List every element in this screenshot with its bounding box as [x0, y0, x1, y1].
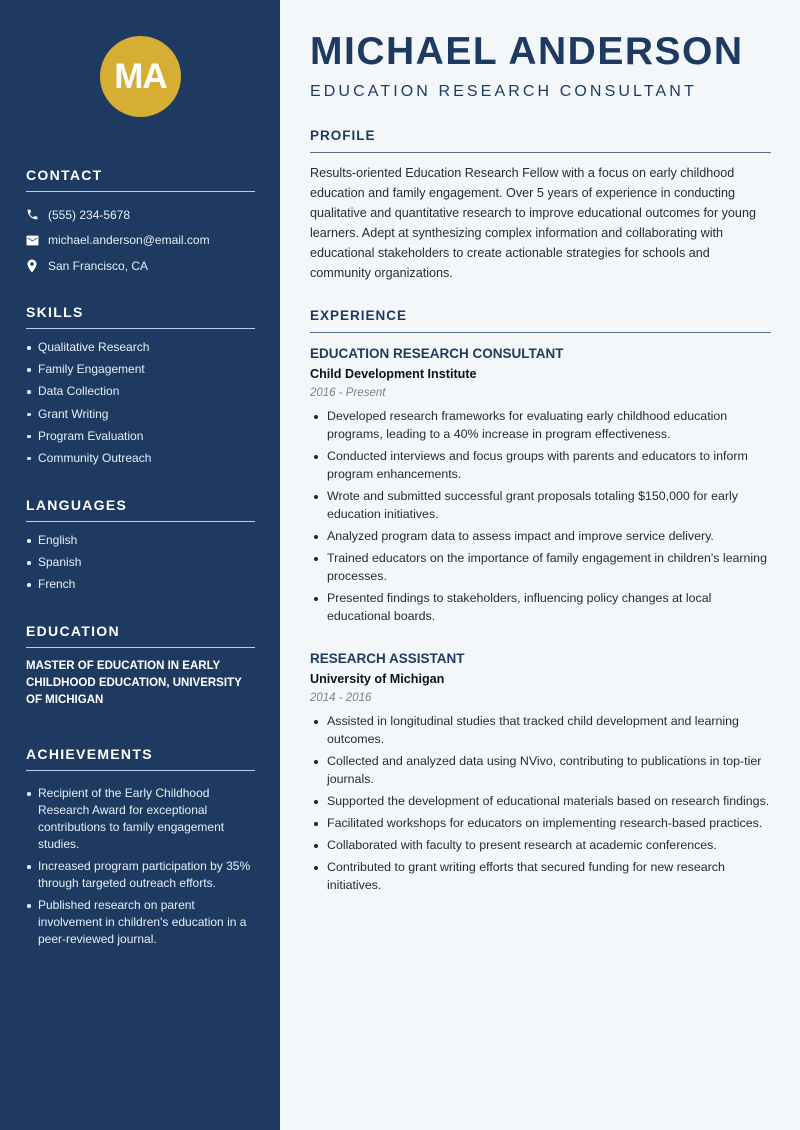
candidate-name: MICHAEL ANDERSON: [310, 30, 744, 73]
location-text: San Francisco, CA: [48, 258, 149, 273]
email-text[interactable]: michael.anderson@email.com: [48, 233, 210, 248]
languages-heading: LANGUAGES: [26, 497, 255, 522]
sidebar: [0, 0, 280, 1130]
job-bullets: [310, 712, 771, 894]
contact-section: [26, 167, 255, 279]
languages-list: [26, 532, 255, 593]
skills-list: [26, 339, 255, 467]
job-bullet: Presented findings to stakeholders, influencing policy changes at local educational boards.: [310, 589, 771, 625]
skill-item: Grant Writing: [26, 406, 255, 423]
job-bullet: Trained educators on the importance of family engagement in children's learning processes.: [310, 549, 771, 585]
skill-item: Qualitative Research: [26, 339, 255, 356]
skills-section: [26, 304, 255, 472]
contact-phone: [26, 202, 255, 228]
job-bullet: Assisted in longitudinal studies that tracked child development and learning outcomes.: [310, 712, 771, 748]
job-title: EDUCATION RESEARCH CONSULTANT: [310, 346, 564, 361]
contact-email: [26, 228, 255, 254]
skill-item: Community Outreach: [26, 450, 255, 467]
job-bullet: Collected and analyzed data using NVivo, contributing to publications in top-tier journals.: [310, 752, 771, 788]
job-dates: 2014 - 2016: [310, 692, 372, 704]
achievement-item: Recipient of the Early Childhood Research Award for exceptional contributions to family engagement studies.: [26, 785, 255, 853]
job-entry: [310, 346, 771, 629]
skills-heading: SKILLS: [26, 304, 255, 329]
education-section: [26, 623, 255, 709]
job-entry: [310, 651, 771, 898]
job-bullet: Conducted interviews and focus groups with parents and educators to inform program enhancements.: [310, 447, 771, 483]
skill-item: Data Collection: [26, 383, 255, 400]
phone-text[interactable]: (555) 234-5678: [48, 207, 131, 222]
skill-item: Family Engagement: [26, 361, 255, 378]
education-degree: MASTER OF EDUCATION IN EARLY CHILDHOOD EDUCATION, UNIVERSITY OF MICHIGAN: [26, 660, 242, 706]
job-bullet: Contributed to grant writing efforts that secured funding for new research initiatives.: [310, 858, 771, 894]
job-title: RESEARCH ASSISTANT: [310, 651, 465, 666]
job-bullets: [310, 407, 771, 625]
email-icon: [26, 235, 48, 246]
job-bullet: Facilitated workshops for educators on implementing research-based practices.: [310, 814, 771, 832]
job-bullet: Developed research frameworks for evaluating early childhood education programs, leading to a 40% increase in program effectiveness.: [310, 407, 771, 443]
achievement-item: Increased program participation by 35% through targeted outreach efforts.: [26, 858, 255, 892]
job-bullet: Analyzed program data to assess impact and improve service delivery.: [310, 527, 771, 545]
profile-text: Results-oriented Education Research Fellow with a focus on early childhood education and family engagement. Over 5 years of experience in conducting qualitative and quantitative research to improve educational outcomes for young learners. Adept at synthesizing complex information and collaborating with educational stakeholders to create actionable strategies for schools and community organizations.: [310, 166, 756, 280]
language-item: English: [26, 532, 255, 549]
job-bullet: Supported the development of educational materials based on research findings.: [310, 792, 771, 810]
achievements-list: [26, 785, 255, 948]
experience-heading: EXPERIENCE: [310, 308, 771, 333]
candidate-title: EDUCATION RESEARCH CONSULTANT: [310, 83, 697, 100]
education-heading: EDUCATION: [26, 623, 255, 648]
job-company: University of Michigan: [310, 672, 445, 686]
contact-heading: CONTACT: [26, 167, 255, 192]
avatar-initials: MA: [114, 56, 167, 96]
achievements-heading: ACHIEVEMENTS: [26, 746, 255, 771]
language-item: Spanish: [26, 554, 255, 571]
job-company: Child Development Institute: [310, 367, 477, 381]
achievement-item: Published research on parent involvement in children's education in a peer-reviewed journal.: [26, 897, 255, 948]
job-bullet: Collaborated with faculty to present research at academic conferences.: [310, 836, 771, 854]
profile-heading: PROFILE: [310, 128, 771, 153]
language-item: French: [26, 576, 255, 593]
skill-item: Program Evaluation: [26, 428, 255, 445]
job-bullet: Wrote and submitted successful grant proposals totaling $150,000 for early education initiatives.: [310, 487, 771, 523]
contact-location: [26, 253, 255, 279]
job-dates: 2016 - Present: [310, 387, 386, 399]
languages-section: [26, 497, 255, 599]
phone-icon: [26, 208, 48, 221]
achievements-section: [26, 746, 255, 954]
avatar: [100, 36, 181, 117]
location-icon: [26, 259, 48, 273]
